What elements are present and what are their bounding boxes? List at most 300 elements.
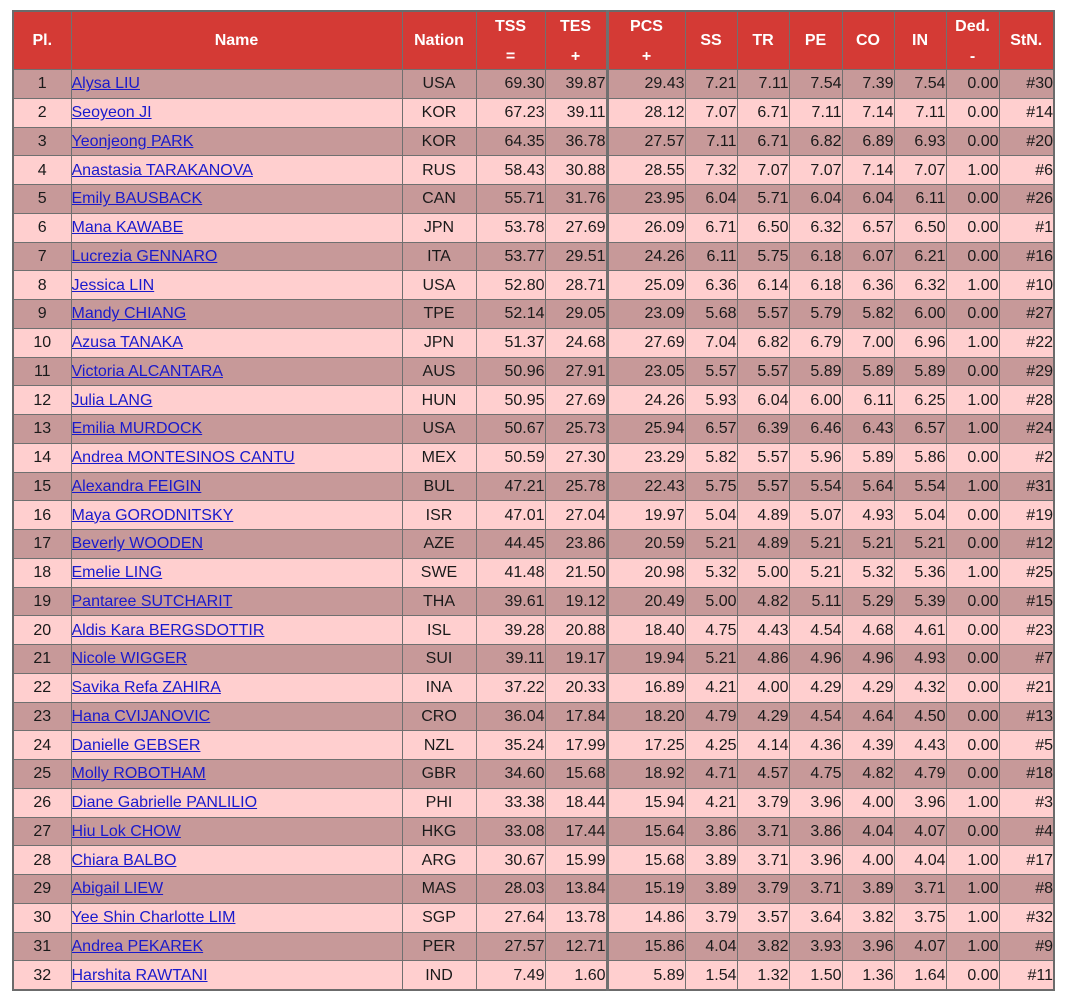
cell-deductions: 1.00	[946, 328, 999, 357]
cell-name	[71, 501, 402, 530]
skater-name-link[interactable]: Andrea MONTESINOS CANTU	[71, 449, 295, 467]
skater-name-link[interactable]: Lucrezia GENNARO	[71, 247, 218, 265]
cell-in: 5.36	[894, 558, 946, 587]
cell-tes: 13.78	[545, 903, 607, 932]
cell-in: 4.61	[894, 616, 946, 645]
cell-tr: 1.32	[737, 961, 789, 990]
cell-deductions: 0.00	[946, 98, 999, 127]
cell-co: 4.68	[842, 616, 894, 645]
cell-place: 16	[13, 501, 71, 530]
cell-name	[71, 213, 402, 242]
skater-name-link[interactable]: Mandy CHIANG	[71, 305, 187, 323]
table-row	[13, 386, 1054, 415]
cell-place: 26	[13, 788, 71, 817]
cell-tes: 20.33	[545, 673, 607, 702]
cell-in: 1.64	[894, 961, 946, 990]
cell-co: 5.89	[842, 357, 894, 386]
skater-name-link[interactable]: Diane Gabrielle PANLILIO	[71, 794, 258, 812]
skater-name-link[interactable]: Molly ROBOTHAM	[71, 765, 206, 783]
cell-co: 7.14	[842, 156, 894, 185]
cell-place: 30	[13, 903, 71, 932]
skater-name-link[interactable]: Emily BAUSBACK	[71, 190, 203, 208]
cell-pcs: 20.49	[607, 587, 685, 616]
cell-deductions: 1.00	[946, 415, 999, 444]
cell-start-number: #15	[999, 587, 1054, 616]
cell-pe: 1.50	[789, 961, 842, 990]
cell-in: 5.89	[894, 357, 946, 386]
header-pcs-label: PCS	[630, 17, 663, 35]
skater-name-link[interactable]: Abigail LIEW	[71, 880, 164, 898]
cell-name	[71, 788, 402, 817]
skater-name-link[interactable]: Emilia MURDOCK	[71, 420, 203, 438]
skater-name-link[interactable]: Maya GORODNITSKY	[71, 506, 234, 524]
cell-nation: ARG	[402, 846, 476, 875]
cell-nation: NZL	[402, 731, 476, 760]
cell-nation: HUN	[402, 386, 476, 415]
cell-tes: 19.17	[545, 645, 607, 674]
cell-pe: 6.00	[789, 386, 842, 415]
cell-place: 3	[13, 127, 71, 156]
cell-nation: PHI	[402, 788, 476, 817]
cell-nation: SWE	[402, 558, 476, 587]
table-row	[13, 242, 1054, 271]
cell-ss: 3.89	[685, 846, 737, 875]
cell-pe: 6.32	[789, 213, 842, 242]
cell-pcs: 16.89	[607, 673, 685, 702]
cell-co: 6.57	[842, 213, 894, 242]
cell-pcs: 18.40	[607, 616, 685, 645]
cell-ss: 4.71	[685, 760, 737, 789]
table-row	[13, 357, 1054, 386]
cell-in: 4.07	[894, 932, 946, 961]
cell-pe: 6.04	[789, 185, 842, 214]
skater-name-link[interactable]: Beverly WOODEN	[71, 535, 204, 553]
cell-deductions: 0.00	[946, 127, 999, 156]
cell-in: 5.21	[894, 530, 946, 559]
cell-name	[71, 156, 402, 185]
skater-name-link[interactable]: Mana KAWABE	[71, 219, 184, 237]
cell-tes: 13.84	[545, 875, 607, 904]
cell-co: 4.82	[842, 760, 894, 789]
cell-name	[71, 616, 402, 645]
cell-tes: 17.84	[545, 702, 607, 731]
cell-tr: 4.00	[737, 673, 789, 702]
cell-start-number: #6	[999, 156, 1054, 185]
cell-tss: 69.30	[476, 70, 545, 99]
skater-name-link[interactable]: Savika Refa ZAHIRA	[71, 679, 221, 697]
cell-ss: 5.57	[685, 357, 737, 386]
table-row	[13, 185, 1054, 214]
cell-start-number: #29	[999, 357, 1054, 386]
cell-place: 19	[13, 587, 71, 616]
cell-pe: 6.18	[789, 271, 842, 300]
cell-place: 23	[13, 702, 71, 731]
cell-nation: GBR	[402, 760, 476, 789]
cell-pcs: 26.09	[607, 213, 685, 242]
header-name: Name	[71, 11, 402, 70]
cell-pcs: 18.20	[607, 702, 685, 731]
cell-deductions: 0.00	[946, 530, 999, 559]
cell-deductions: 1.00	[946, 932, 999, 961]
table-row	[13, 760, 1054, 789]
cell-tss: 44.45	[476, 530, 545, 559]
cell-in: 7.07	[894, 156, 946, 185]
cell-in: 6.32	[894, 271, 946, 300]
cell-tes: 24.68	[545, 328, 607, 357]
cell-tes: 27.04	[545, 501, 607, 530]
cell-start-number: #16	[999, 242, 1054, 271]
cell-place: 9	[13, 300, 71, 329]
skater-name-link[interactable]: Anastasia TARAKANOVA	[71, 161, 253, 179]
cell-pcs: 24.26	[607, 386, 685, 415]
skater-name-link[interactable]: Yee Shin Charlotte LIM	[71, 909, 236, 927]
table-row	[13, 300, 1054, 329]
cell-pe: 7.11	[789, 98, 842, 127]
cell-place: 11	[13, 357, 71, 386]
cell-tr: 5.57	[737, 357, 789, 386]
cell-tes: 39.87	[545, 70, 607, 99]
cell-deductions: 1.00	[946, 472, 999, 501]
cell-co: 4.64	[842, 702, 894, 731]
cell-ss: 1.54	[685, 961, 737, 990]
cell-place: 12	[13, 386, 71, 415]
cell-pe: 3.86	[789, 817, 842, 846]
cell-pe: 5.54	[789, 472, 842, 501]
table-row	[13, 213, 1054, 242]
cell-tes: 1.60	[545, 961, 607, 990]
skater-name-link[interactable]: Seoyeon JI	[71, 104, 152, 122]
cell-name	[71, 846, 402, 875]
cell-pe: 4.75	[789, 760, 842, 789]
cell-ss: 4.25	[685, 731, 737, 760]
cell-ss: 6.04	[685, 185, 737, 214]
cell-deductions: 0.00	[946, 817, 999, 846]
header-ded	[946, 11, 999, 70]
cell-nation: ISR	[402, 501, 476, 530]
cell-pe: 4.54	[789, 616, 842, 645]
cell-tr: 4.89	[737, 501, 789, 530]
cell-name	[71, 300, 402, 329]
cell-tes: 25.73	[545, 415, 607, 444]
cell-tr: 6.39	[737, 415, 789, 444]
cell-tes: 17.99	[545, 731, 607, 760]
cell-pcs: 5.89	[607, 961, 685, 990]
cell-place: 10	[13, 328, 71, 357]
cell-nation: IND	[402, 961, 476, 990]
cell-in: 7.54	[894, 70, 946, 99]
cell-place: 2	[13, 98, 71, 127]
skater-name-link[interactable]: Victoria ALCANTARA	[71, 362, 223, 380]
cell-deductions: 1.00	[946, 788, 999, 817]
cell-tss: 34.60	[476, 760, 545, 789]
cell-deductions: 0.00	[946, 242, 999, 271]
cell-co: 7.39	[842, 70, 894, 99]
cell-start-number: #18	[999, 760, 1054, 789]
table-row	[13, 558, 1054, 587]
cell-tr: 3.57	[737, 903, 789, 932]
cell-pe: 7.07	[789, 156, 842, 185]
cell-deductions: 0.00	[946, 587, 999, 616]
cell-name	[71, 702, 402, 731]
cell-tss: 33.08	[476, 817, 545, 846]
cell-nation: INA	[402, 673, 476, 702]
cell-ss: 5.68	[685, 300, 737, 329]
cell-deductions: 0.00	[946, 501, 999, 530]
cell-name	[71, 185, 402, 214]
cell-place: 14	[13, 443, 71, 472]
skater-name-link[interactable]: Jessica LIN	[71, 276, 155, 294]
cell-name	[71, 587, 402, 616]
cell-tr: 3.71	[737, 817, 789, 846]
cell-place: 20	[13, 616, 71, 645]
cell-start-number: #20	[999, 127, 1054, 156]
cell-tss: 27.64	[476, 903, 545, 932]
cell-pe: 4.36	[789, 731, 842, 760]
cell-deductions: 1.00	[946, 386, 999, 415]
table-row	[13, 932, 1054, 961]
cell-co: 4.29	[842, 673, 894, 702]
table-row	[13, 645, 1054, 674]
cell-tes: 17.44	[545, 817, 607, 846]
results-table	[12, 10, 1055, 991]
cell-deductions: 0.00	[946, 961, 999, 990]
cell-ss: 5.21	[685, 645, 737, 674]
cell-tss: 47.21	[476, 472, 545, 501]
cell-name	[71, 903, 402, 932]
skater-name-link[interactable]: Yeonjeong PARK	[71, 132, 194, 150]
cell-start-number: #19	[999, 501, 1054, 530]
cell-deductions: 1.00	[946, 846, 999, 875]
cell-tr: 3.79	[737, 788, 789, 817]
cell-tr: 6.50	[737, 213, 789, 242]
skater-name-link[interactable]: Emelie LING	[71, 564, 163, 582]
cell-tss: 50.59	[476, 443, 545, 472]
cell-deductions: 1.00	[946, 558, 999, 587]
skater-name-link[interactable]: Hiu Lok CHOW	[71, 822, 181, 840]
cell-start-number: #31	[999, 472, 1054, 501]
cell-co: 4.39	[842, 731, 894, 760]
cell-start-number: #32	[999, 903, 1054, 932]
cell-tes: 39.11	[545, 98, 607, 127]
cell-ss: 7.04	[685, 328, 737, 357]
cell-tes: 28.71	[545, 271, 607, 300]
cell-nation: KOR	[402, 127, 476, 156]
cell-ss: 5.82	[685, 443, 737, 472]
cell-ss: 3.89	[685, 875, 737, 904]
skater-name-link[interactable]: Pantaree SUTCHARIT	[71, 592, 233, 610]
cell-in: 6.93	[894, 127, 946, 156]
cell-ss: 6.11	[685, 242, 737, 271]
table-row	[13, 731, 1054, 760]
cell-tss: 47.01	[476, 501, 545, 530]
cell-deductions: 0.00	[946, 616, 999, 645]
cell-co: 6.11	[842, 386, 894, 415]
cell-ss: 4.21	[685, 788, 737, 817]
cell-ss: 5.00	[685, 587, 737, 616]
cell-pcs: 23.95	[607, 185, 685, 214]
table-row	[13, 271, 1054, 300]
cell-place: 8	[13, 271, 71, 300]
cell-tr: 6.04	[737, 386, 789, 415]
cell-pe: 6.79	[789, 328, 842, 357]
table-row	[13, 70, 1054, 99]
cell-tr: 4.43	[737, 616, 789, 645]
cell-pcs: 20.98	[607, 558, 685, 587]
cell-pe: 5.07	[789, 501, 842, 530]
cell-nation: AUS	[402, 357, 476, 386]
cell-co: 6.07	[842, 242, 894, 271]
cell-name	[71, 645, 402, 674]
cell-pe: 4.54	[789, 702, 842, 731]
cell-in: 4.43	[894, 731, 946, 760]
table-row	[13, 530, 1054, 559]
cell-tes: 19.12	[545, 587, 607, 616]
cell-in: 3.75	[894, 903, 946, 932]
cell-tr: 4.57	[737, 760, 789, 789]
cell-tr: 3.79	[737, 875, 789, 904]
cell-pcs: 15.94	[607, 788, 685, 817]
cell-tes: 30.88	[545, 156, 607, 185]
table-row	[13, 415, 1054, 444]
skater-name-link[interactable]: Danielle GEBSER	[71, 736, 201, 754]
cell-ss: 7.07	[685, 98, 737, 127]
cell-ss: 4.75	[685, 616, 737, 645]
cell-start-number: #5	[999, 731, 1054, 760]
cell-in: 4.93	[894, 645, 946, 674]
cell-pcs: 27.69	[607, 328, 685, 357]
cell-start-number: #10	[999, 271, 1054, 300]
cell-place: 6	[13, 213, 71, 242]
cell-in: 7.11	[894, 98, 946, 127]
table-row	[13, 846, 1054, 875]
cell-co: 6.43	[842, 415, 894, 444]
cell-place: 27	[13, 817, 71, 846]
cell-in: 4.32	[894, 673, 946, 702]
cell-ss: 6.57	[685, 415, 737, 444]
cell-pe: 5.96	[789, 443, 842, 472]
header-start-number: StN.	[999, 11, 1054, 70]
skater-name-link[interactable]: Aldis Kara BERGSDOTTIR	[71, 621, 265, 639]
cell-ss: 4.04	[685, 932, 737, 961]
cell-pcs: 14.86	[607, 903, 685, 932]
skater-name-link[interactable]: Azusa TANAKA	[71, 334, 183, 352]
table-row	[13, 875, 1054, 904]
table-row	[13, 903, 1054, 932]
cell-co: 4.93	[842, 501, 894, 530]
cell-deductions: 0.00	[946, 702, 999, 731]
skater-name-link[interactable]: Andrea PEKAREK	[71, 937, 204, 955]
skater-name-link[interactable]: Alysa LIU	[71, 75, 140, 93]
cell-start-number: #22	[999, 328, 1054, 357]
cell-start-number: #23	[999, 616, 1054, 645]
table-row	[13, 817, 1054, 846]
cell-pcs: 27.57	[607, 127, 685, 156]
cell-tss: 28.03	[476, 875, 545, 904]
cell-name	[71, 932, 402, 961]
cell-start-number: #3	[999, 788, 1054, 817]
cell-place: 29	[13, 875, 71, 904]
cell-in: 4.79	[894, 760, 946, 789]
header-tss-operator: =	[505, 47, 516, 65]
skater-name-link[interactable]: Harshita RAWTANI	[71, 966, 208, 984]
cell-tes: 23.86	[545, 530, 607, 559]
cell-ss: 7.11	[685, 127, 737, 156]
cell-nation: USA	[402, 70, 476, 99]
cell-ss: 6.71	[685, 213, 737, 242]
cell-pe: 5.11	[789, 587, 842, 616]
cell-tes: 29.05	[545, 300, 607, 329]
cell-tss: 33.38	[476, 788, 545, 817]
cell-start-number: #26	[999, 185, 1054, 214]
cell-tes: 25.78	[545, 472, 607, 501]
table-row	[13, 501, 1054, 530]
skater-name-link[interactable]: Alexandra FEIGIN	[71, 477, 202, 495]
cell-start-number: #13	[999, 702, 1054, 731]
cell-nation: JPN	[402, 213, 476, 242]
cell-co: 1.36	[842, 961, 894, 990]
cell-in: 3.96	[894, 788, 946, 817]
cell-pcs: 15.64	[607, 817, 685, 846]
cell-place: 4	[13, 156, 71, 185]
cell-pcs: 15.86	[607, 932, 685, 961]
cell-start-number: #7	[999, 645, 1054, 674]
table-row	[13, 673, 1054, 702]
cell-co: 6.36	[842, 271, 894, 300]
cell-tes: 15.99	[545, 846, 607, 875]
cell-tss: 67.23	[476, 98, 545, 127]
cell-pcs: 29.43	[607, 70, 685, 99]
cell-tss: 50.67	[476, 415, 545, 444]
cell-deductions: 0.00	[946, 70, 999, 99]
skater-name-link[interactable]: Julia LANG	[71, 391, 153, 409]
cell-tss: 52.14	[476, 300, 545, 329]
cell-nation: SGP	[402, 903, 476, 932]
cell-co: 3.82	[842, 903, 894, 932]
cell-place: 32	[13, 961, 71, 990]
cell-deductions: 0.00	[946, 357, 999, 386]
skater-name-link[interactable]: Hana CVIJANOVIC	[71, 707, 211, 725]
cell-tss: 41.48	[476, 558, 545, 587]
cell-tr: 4.14	[737, 731, 789, 760]
cell-name	[71, 558, 402, 587]
skater-name-link[interactable]: Chiara BALBO	[71, 851, 177, 869]
skater-name-link[interactable]: Nicole WIGGER	[71, 650, 188, 668]
cell-deductions: 0.00	[946, 443, 999, 472]
table-row	[13, 98, 1054, 127]
cell-tes: 12.71	[545, 932, 607, 961]
cell-ss: 5.32	[685, 558, 737, 587]
cell-name	[71, 530, 402, 559]
cell-ss: 5.21	[685, 530, 737, 559]
cell-tss: 58.43	[476, 156, 545, 185]
cell-in: 5.54	[894, 472, 946, 501]
cell-co: 6.89	[842, 127, 894, 156]
cell-pcs: 23.09	[607, 300, 685, 329]
table-row	[13, 587, 1054, 616]
cell-tes: 27.69	[545, 386, 607, 415]
header-ded-operator: -	[969, 47, 976, 65]
cell-in: 6.57	[894, 415, 946, 444]
cell-tr: 4.82	[737, 587, 789, 616]
cell-tes: 20.88	[545, 616, 607, 645]
cell-tss: 37.22	[476, 673, 545, 702]
cell-place: 18	[13, 558, 71, 587]
cell-nation: CRO	[402, 702, 476, 731]
cell-tss: 53.77	[476, 242, 545, 271]
cell-co: 7.14	[842, 98, 894, 127]
cell-tr: 4.86	[737, 645, 789, 674]
cell-pe: 6.46	[789, 415, 842, 444]
